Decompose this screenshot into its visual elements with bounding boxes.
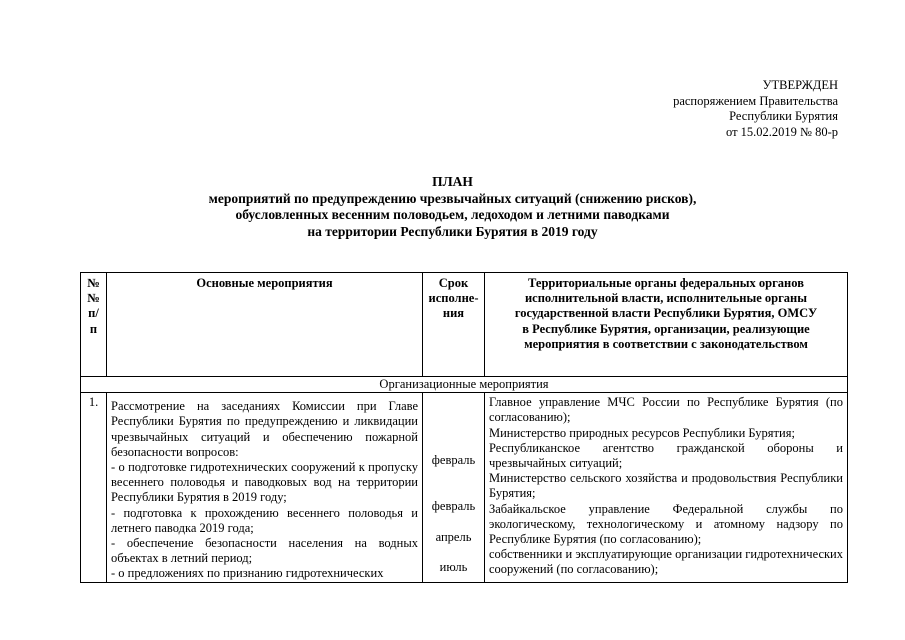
responsible-text: Забайкальское управление Федеральной службы по экологическому, технологическому и атомному надзору по Республике Бурятия (по согласованию); [489,501,843,547]
activity-text: Рассмотрение на заседаниях Комиссии при Главе Республики Бурятия по предупреждению и ликвидации чрезвычайных ситуаций и обеспечению пожарной безопасности вопросов: [111,399,418,459]
approval-date: от 15.02.2019 № 80-р [725,124,838,139]
title-line: мероприятий по предупреждению чрезвычайных ситуаций (снижению рисков), [208,190,697,206]
approval-block [673,78,838,140]
document-title [0,174,905,240]
title-line: на территории Республики Бурятия в 2019 году [307,223,598,239]
section-title: Организационные мероприятия [81,377,848,393]
responsible-text: собственники и эксплуатирующие организации гидротехнических сооружений (по согласованию); [489,547,843,577]
responsible-text: Главное управление МЧС России по Республике Бурятия (по согласованию); [489,395,843,425]
responsible-text: Республиканское агентство гражданской обороны и чрезвычайных ситуаций; [489,440,843,471]
table-row [81,393,848,582]
approval-line: Республики Бурятия [729,109,838,123]
plan-table [80,272,848,583]
responsible-cell [485,393,848,582]
header-num: №№ п/п [81,273,107,377]
responsible-text: Министерство природных ресурсов Республики Бурятия; [489,425,795,440]
section-row [81,377,848,393]
table-header-row [81,273,848,377]
activity-text: - о предложениях по признанию гидротехнических [111,566,384,581]
activity-text: - обеспечение безопасности населения на водных объектах в летний период; [111,536,418,566]
title-line: обусловленных весенним половодьем, ледоходом и летними паводками [235,207,670,222]
deadline-value: февраль [431,453,476,468]
title-plan: ПЛАН [432,174,473,189]
header-responsible: Территориальные органы федеральных органов исполнительной власти, исполнительные органы государственной власти Республики Бурятия, ОМСУ в Республике Бурятия, организации, реализующие мероприятия в соответствии с законодательством [485,273,848,377]
row-number: 1. [81,393,107,582]
deadline-value: апрель [435,530,472,545]
activity-text: - подготовка к прохождению весеннего половодья и летнего паводка 2019 года; [111,505,418,535]
activity-cell [107,393,423,582]
approval-line: распоряжением Правительства [673,93,838,108]
deadline-value: июль [439,560,468,575]
responsible-text: Министерство сельского хозяйства и продовольствия Республики Бурятия; [489,471,843,501]
header-deadline: Срок исполне- ния [423,273,485,377]
activity-text: - о подготовке гидротехнических сооружений к пропуску весеннего половодья и паводковых вод на территории Республики Бурятия в 2019 году; [111,460,418,505]
deadline-cell [423,393,485,582]
header-activities: Основные мероприятия [107,273,423,377]
approval-heading: УТВЕРЖДЕН [762,78,838,92]
deadline-value: февраль [431,499,476,514]
